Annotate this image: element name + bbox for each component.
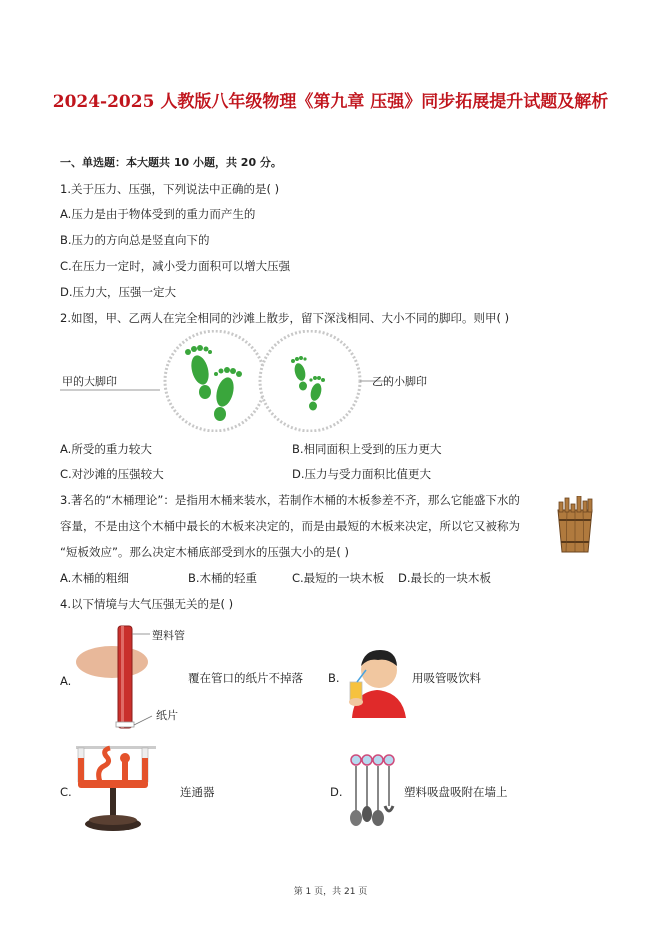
- q2-label-left: 甲的大脚印: [62, 375, 117, 388]
- q3-option-b: B.木桶的轻重: [188, 571, 258, 585]
- section-heading: 一、单选题：本大题共 10 小题，共 20 分。: [60, 156, 282, 169]
- q2-option-b: B.相同面积上受到的压力更大: [292, 442, 442, 456]
- q1-stem: 1.关于压力、压强，下列说法中正确的是( ): [60, 182, 280, 196]
- q1-option-a: A.压力是由于物体受到的重力而产生的: [60, 207, 256, 221]
- q3-line-2: 容量，不是由这个木桶中最长的木板来决定的，而是由最短的木板来决定，所以它又被称为: [60, 519, 520, 533]
- q4-option-a-letter: A.: [60, 674, 72, 688]
- boy-drinking-image: [344, 640, 410, 718]
- q2-option-c: C.对沙滩的压强较大: [60, 467, 164, 481]
- q4-option-b-letter: B.: [328, 671, 340, 685]
- wooden-bucket-icon: [552, 496, 598, 554]
- suction-cup-hooks-image: [346, 752, 398, 828]
- q3-option-d: D.最长的一块木板: [398, 571, 492, 585]
- q3-line-1: 3.著名的“木桶理论”：是指用木桶来装水，若制作木桶的木板参差不齐，那么它能盛下水的: [60, 493, 520, 507]
- q4-paper-label: 纸片: [156, 709, 178, 722]
- page-footer: 第 1 页，共 21 页: [293, 887, 368, 897]
- q3-option-a: A.木桶的粗细: [60, 571, 129, 585]
- q4-stem: 4.以下情境与大气压强无关的是( ): [60, 597, 234, 611]
- q4-option-c-letter: C.: [60, 785, 72, 799]
- q2-stem: 2.如图，甲、乙两人在完全相同的沙滩上散步，留下深浅相同、大小不同的脚印。则甲( ): [60, 311, 510, 325]
- q1-option-d: D.压力大，压强一定大: [60, 285, 177, 299]
- q1-option-b: B.压力的方向总是竖直向下的: [60, 233, 210, 247]
- q1-option-c: C.在压力一定时，减小受力面积可以增大压强: [60, 259, 291, 273]
- q2-option-a: A.所受的重力较大: [60, 442, 152, 456]
- q4-tube-label: 塑料管: [152, 629, 185, 642]
- q3-line-3: “短板效应”。那么决定木桶底部受到水的压强大小的是( ): [60, 545, 350, 559]
- q4-option-b-text: 用吸管吸饮料: [412, 671, 481, 685]
- q2-label-right: 乙的小脚印: [372, 375, 427, 388]
- q4-option-c-text: 连通器: [180, 785, 215, 799]
- connected-vessel-image: [72, 742, 162, 838]
- q4-option-d-text: 塑料吸盘吸附在墙上: [404, 785, 508, 799]
- q2-option-d: D.压力与受力面积比值更大: [292, 467, 432, 481]
- q4-option-d-letter: D.: [330, 785, 343, 799]
- q4-option-a-text: 覆在管口的纸片不掉落: [188, 671, 303, 685]
- q3-option-c: C.最短的一块木板: [292, 571, 385, 585]
- page-title: 2024-2025 人教版八年级物理《第九章 压强》同步拓展提升试题及解析: [52, 92, 609, 112]
- tube-paper-image: [72, 622, 162, 732]
